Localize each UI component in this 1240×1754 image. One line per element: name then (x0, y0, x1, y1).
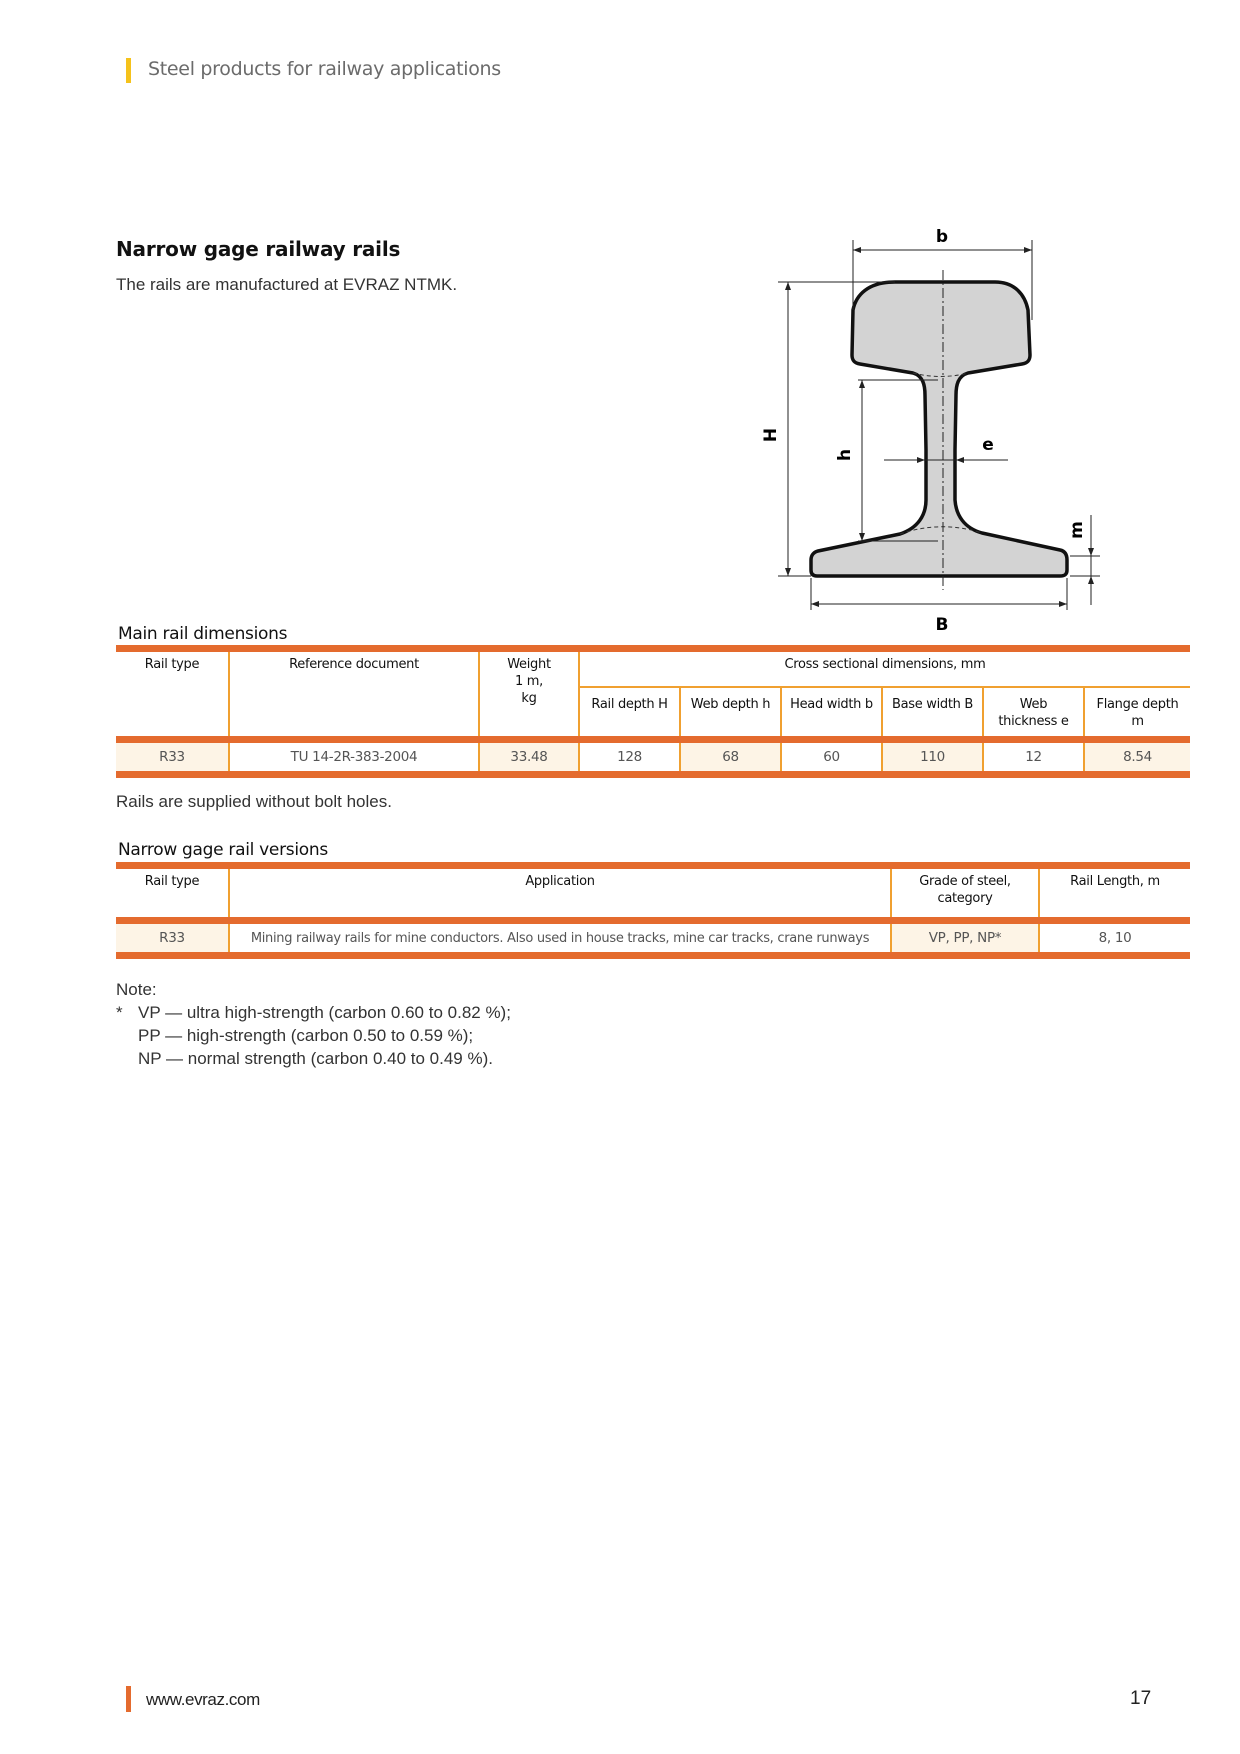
dimensions-table (116, 645, 1190, 778)
note-line-pp: PP — high-strength (carbon 0.50 to 0.59 %); (138, 1026, 474, 1045)
header-weight (479, 652, 579, 736)
cell-rail-length: 8, 10 (1039, 924, 1190, 952)
cell-grade: VP, PP, NP* (891, 924, 1039, 952)
rail-profile (811, 282, 1067, 576)
header-rail-length: Rail Length, m (1039, 869, 1190, 917)
header-weight-line3: kg (521, 691, 537, 706)
footer-accent-bar (126, 1686, 131, 1712)
header-flange-depth-line2: m (1131, 714, 1144, 729)
header-weight-line2: 1 m, (515, 674, 543, 689)
cell-web-thickness: 12 (983, 743, 1084, 771)
rail-cross-section-diagram (760, 210, 1160, 640)
cell-weight: 33.48 (479, 743, 579, 771)
header-grade-line1: Grade of steel, (919, 874, 1011, 889)
cell-reference: TU 14-2R-383-2004 (229, 743, 479, 771)
header-flange-depth (1084, 687, 1190, 736)
label-H: H (761, 427, 781, 443)
label-b: b (935, 227, 949, 247)
header-grade (891, 869, 1039, 917)
versions-table (116, 862, 1190, 959)
table-row (116, 924, 1190, 952)
cell-rail-type: R33 (116, 924, 229, 952)
header-flange-depth-line1: Flange depth (1096, 697, 1179, 712)
cell-base-width: 110 (882, 743, 983, 771)
page-title: Narrow gage railway rails (116, 237, 401, 261)
notes-label: Note: (116, 980, 157, 999)
table-row (116, 743, 1190, 771)
cell-web-depth: 68 (680, 743, 781, 771)
header-application: Application (229, 869, 891, 917)
label-m: m (1067, 521, 1087, 539)
header-web-thickness-line2: thickness e (998, 714, 1069, 729)
notes-marker: * (116, 1003, 123, 1022)
page-subtitle: The rails are manufactured at EVRAZ NTMK. (116, 275, 458, 294)
header-web-depth: Web depth h (680, 687, 781, 736)
versions-header-row (116, 869, 1190, 917)
cell-application: Mining railway rails for mine conductors. Also used in house tracks, mine car tracks, crane runways (229, 924, 891, 952)
note-line-np: NP — normal strength (carbon 0.40 to 0.49 %). (138, 1049, 493, 1068)
label-e: e (982, 435, 994, 455)
cell-head-width: 60 (781, 743, 882, 771)
section-header: Steel products for railway applications (148, 58, 501, 80)
notes-block (116, 978, 511, 1070)
dimensions-header-row (116, 652, 1190, 687)
dimensions-heading: Main rail dimensions (118, 624, 288, 644)
label-h: h (835, 448, 855, 462)
header-grade-line2: category (937, 891, 993, 906)
cell-rail-depth: 128 (579, 743, 680, 771)
header-rail-depth: Rail depth H (579, 687, 680, 736)
header-reference-document: Reference document (229, 652, 479, 736)
page-number: 17 (1130, 1688, 1152, 1709)
cell-rail-type: R33 (116, 743, 229, 771)
header-rail-type: Rail type (144, 874, 200, 889)
versions-heading: Narrow gage rail versions (118, 840, 328, 860)
header-weight-line1: Weight (507, 657, 551, 672)
header-cross-section: Cross sectional dimensions, mm (579, 652, 1190, 687)
cell-flange-depth: 8.54 (1084, 743, 1190, 771)
label-B: B (935, 615, 949, 635)
header-head-width: Head width b (781, 687, 882, 736)
header-base-width: Base width B (882, 687, 983, 736)
header-web-thickness (983, 687, 1084, 736)
footer-website-link[interactable]: www.evraz.com (146, 1690, 260, 1709)
note-line-vp: VP — ultra high-strength (carbon 0.60 to 0.82 %); (138, 1003, 511, 1022)
bolt-holes-note: Rails are supplied without bolt holes. (116, 792, 392, 811)
header-rail-type: Rail type (144, 657, 200, 672)
header-accent-bar (126, 58, 131, 83)
header-web-thickness-line1: Web (1019, 697, 1048, 712)
